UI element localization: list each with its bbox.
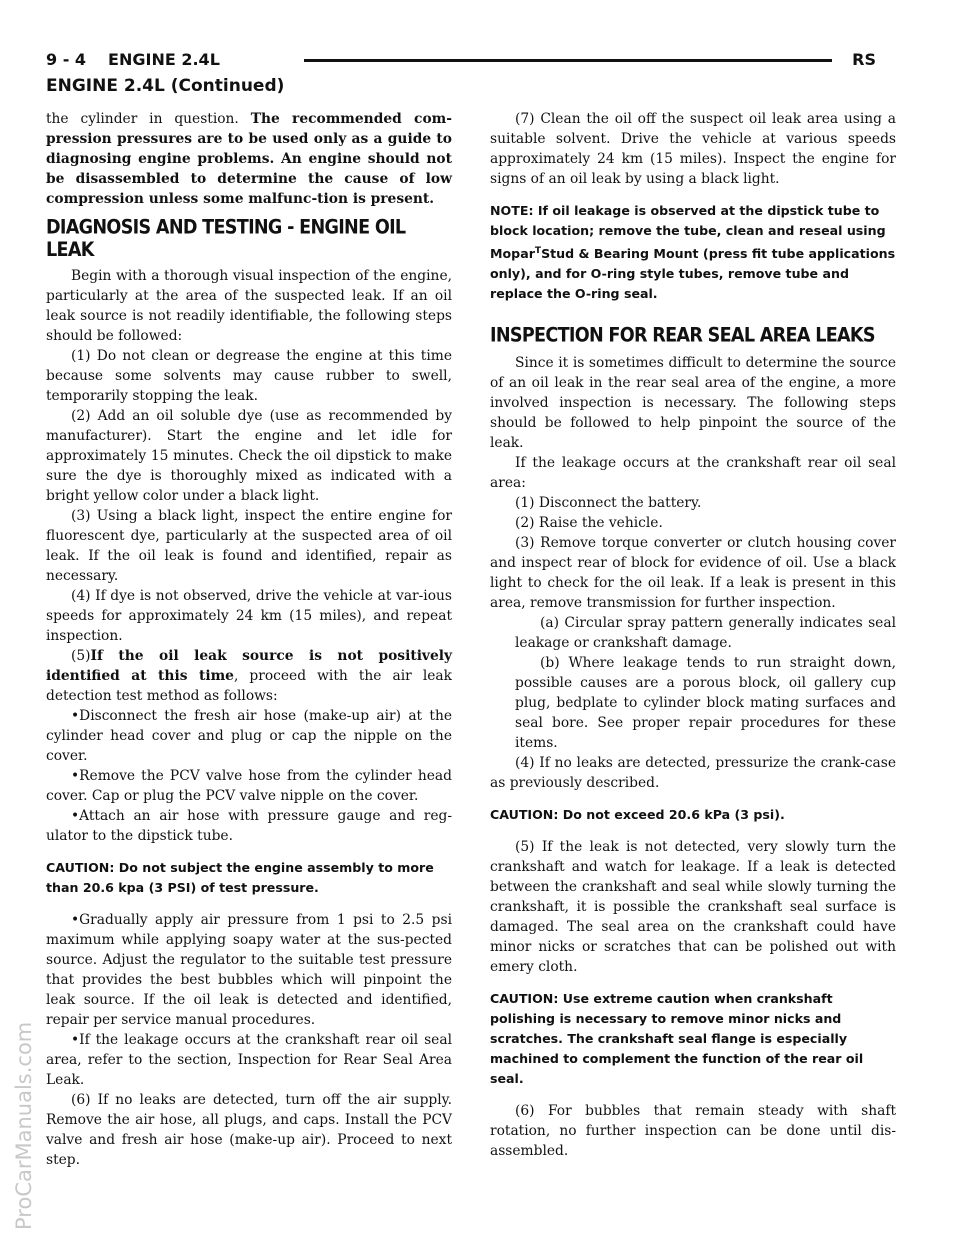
caution-crankshaft-polishing: CAUTION: Use extreme caution when crankshaft polishing is necessary to remove minor nicks and scratches. The crankshaft seal flange is especially machined to complement the function of the rear oil seal. bbox=[490, 991, 864, 1087]
bullet-icon: • bbox=[71, 1032, 80, 1048]
header-rule bbox=[304, 59, 832, 62]
caution-pressure: CAUTION: Do not subject the engine assembly to more than 20.6 kpa (3 PSI) of test pressure. bbox=[46, 860, 434, 895]
bullet-item: •Gradually apply air pressure from 1 psi to 2.5 psi maximum while applying soapy water at the sus-pected source. Adjust the regulator to the suitable test pressure that provides the best bubbles which will pinpoint the leak source. If the oil leak is detected and identified, repair per service manual procedures. bbox=[46, 912, 452, 1028]
paragraph: If the leakage occurs at the crankshaft rear oil seal area: bbox=[490, 455, 896, 492]
step-1: (1) Do not clean or degrease the engine at this time because some solvents may cause rubber to swell, temporarily stopping the leak. bbox=[46, 348, 452, 404]
heading-engine-oil-leak: DIAGNOSIS AND TESTING - ENGINE OIL LEAK bbox=[46, 216, 406, 262]
bullet-icon: • bbox=[71, 708, 80, 724]
watermark bbox=[4, 830, 44, 1230]
step-5: (5) If the leak is not detected, very slowly turn the crankshaft and watch for leakage. If a leak is detected between the crankshaft and seal while slowly turning the crankshaft, it is possible the crankshaft seal surface is damaged. The seal area on the crankshaft could have minor nicks or scratches that can be polished out with emery cloth. bbox=[490, 839, 896, 976]
bullet-item: •If the leakage occurs at the crankshaft rear oil seal area, refer to the section, Inspection for Rear Seal Area Leak. bbox=[46, 1032, 452, 1088]
model-code: RS bbox=[852, 50, 876, 69]
step-2: (2) Add an oil soluble dye (use as recommended by manufacturer). Start the engine and let idle for approximately 15 minutes. Check the oil dipstick to make sure the dye is thoroughly mixed as indicated with a bright yellow color under a black light. bbox=[46, 408, 452, 504]
step-1: (1) Disconnect the battery. bbox=[515, 495, 702, 512]
heading-rear-seal-area-leaks: INSPECTION FOR REAR SEAL AREA LEAKS bbox=[490, 324, 875, 348]
bullet-item: •Disconnect the fresh air hose (make-up air) at the cylinder head cover and plug or cap the nipple on the cover. bbox=[46, 708, 452, 764]
trademark-mark: T bbox=[534, 246, 542, 256]
step-7: (7) Clean the oil off the suspect oil leak area using a suitable solvent. Drive the vehicle at various speeds approximately 24 km (15 miles). Inspect the engine for signs of an oil leak by using a black light. bbox=[490, 111, 896, 187]
section-subheader: ENGINE 2.4L (Continued) bbox=[46, 76, 285, 96]
left-column bbox=[46, 109, 452, 1170]
step-4: (4) If dye is not observed, drive the vehicle at var-ious speeds for approximately 24 km (15 miles), and repeat inspection. bbox=[46, 588, 452, 644]
page-header bbox=[46, 50, 876, 72]
bullet-icon: • bbox=[71, 768, 80, 784]
step-3: (3) Using a black light, inspect the entire engine for fluorescent dye, particularly at the suspected area of oil leak. If the oil leak is found and identified, repair as necessary. bbox=[46, 508, 452, 584]
step-6: (6) If no leaks are detected, turn off the air supply. Remove the air hose, all plugs, and caps. Install the PCV valve and fresh air hose (make-up air). Proceed to next step. bbox=[46, 1092, 452, 1168]
bullet-item: •Remove the PCV valve hose from the cylinder head cover. Cap or plug the PCV valve nipple on the cover. bbox=[46, 768, 452, 804]
step-6: (6) For bubbles that remain steady with shaft rotation, no further inspection can be done until dis-assembled. bbox=[490, 1103, 896, 1160]
step-4: (4) If no leaks are detected, pressurize the crank-case as previously described. bbox=[490, 755, 896, 792]
step-3a: (a) Circular spray pattern generally indicates seal leakage or crankshaft damage. bbox=[515, 615, 896, 652]
step-3b: (b) Where leakage tends to run straight down, possible causes are a porous block, oil gallery cup plug, bedplate to cylinder block mating surfaces and seal bore. See proper repair procedures for these items. bbox=[515, 655, 896, 752]
caution-exceed-pressure: CAUTION: Do not exceed 20.6 kPa (3 psi). bbox=[490, 807, 785, 823]
right-column bbox=[490, 109, 896, 1161]
bullet-item: •Attach an air hose with pressure gauge and reg-ulator to the dipstick tube. bbox=[46, 808, 452, 844]
step-2: (2) Raise the vehicle. bbox=[515, 515, 663, 532]
page-number: 9 - 4 bbox=[46, 50, 87, 69]
step-3: (3) Remove torque converter or clutch housing cover and inspect rear of block for evidence of oil. Use a black light to check for the oil leak. If a leak is present in this area, remove transmission for further inspection. bbox=[490, 535, 896, 612]
section-title: ENGINE 2.4L bbox=[108, 50, 220, 69]
intro-paragraph: the cylinder in question. The recommended com-pression pressures are to be used only as a guide to diagnosing engine problems. An engine should not be disassembled to determine the cause of low compression unless some malfunc-tion is present. bbox=[46, 111, 452, 207]
paragraph: Since it is sometimes difficult to determine the source of an oil leak in the rear seal area of the engine, a more involved inspection is necessary. The following steps should be followed to help pinpoint the source of the leak. bbox=[490, 355, 896, 452]
note-dipstick-tube: NOTE: If oil leakage is observed at the dipstick tube to block location; remove the tube, clean and reseal using Mopar$^T$Stud & Bearing Mount (press fit tube applications only), and for O-ring style tubes, remove tube and replace the O-ring seal. bbox=[490, 203, 896, 302]
paragraph: Begin with a thorough visual inspection of the engine, particularly at the area of the suspected leak. If an oil leak source is not readily identifiable, the following steps should be followed: bbox=[46, 268, 452, 344]
bullet-icon: • bbox=[71, 912, 80, 928]
watermark-text: ProCarManuals.com bbox=[12, 1021, 36, 1230]
step-5: (5)If the oil leak source is not positively identified at this time, proceed with the air leak detection test method as follows: bbox=[46, 648, 452, 704]
bullet-icon: • bbox=[71, 808, 80, 824]
